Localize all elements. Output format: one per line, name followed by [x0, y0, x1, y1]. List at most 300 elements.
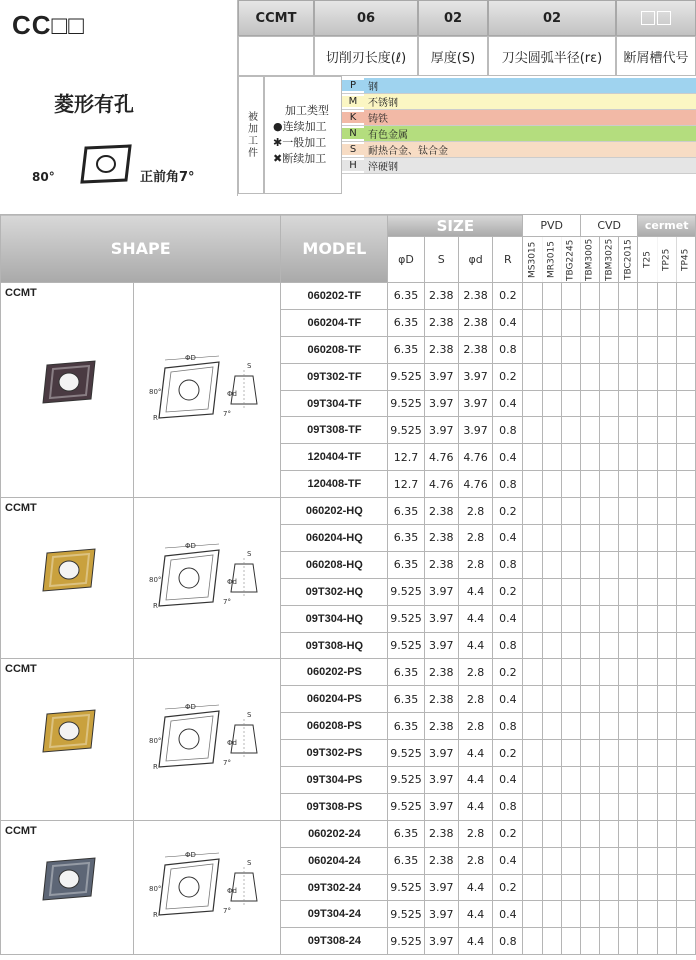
insert-drawing-icon [147, 542, 267, 612]
size-cell-s: 4.76 [424, 444, 458, 471]
size-cell-d: 3.97 [458, 363, 492, 390]
workpiece-letter: M [342, 96, 364, 107]
model-cell: 120404-TF [281, 444, 388, 471]
grade-cell [542, 713, 561, 740]
model-cell: 060208-PS [281, 713, 388, 740]
model-cell: 060202-HQ [281, 498, 388, 525]
grade-cell [638, 336, 657, 363]
grade-cell [657, 309, 676, 336]
grade-cell [523, 578, 542, 605]
workpiece-row [342, 94, 696, 110]
size-cell-d: 2.8 [458, 498, 492, 525]
grade-cell [676, 659, 695, 686]
insert-photo-icon [37, 357, 101, 407]
size-cell-d: 4.4 [458, 632, 492, 659]
grade-cell [600, 578, 619, 605]
size-cell-s: 2.38 [424, 820, 458, 847]
size-cell-s: 3.97 [424, 767, 458, 794]
grade-cell [523, 901, 542, 928]
grade-cell [619, 605, 638, 632]
grade-cell [638, 847, 657, 874]
grade-cell [542, 793, 561, 820]
grade-cell [657, 874, 676, 901]
legend-interrupted: ✖断续加工 [273, 152, 327, 165]
size-cell-s: 3.97 [424, 740, 458, 767]
grade-cell [523, 498, 542, 525]
svg-text:Φd: Φd [227, 887, 238, 896]
grade-cell [523, 928, 542, 955]
size-cell-r: 0.2 [493, 283, 523, 310]
grade-cell [580, 444, 599, 471]
size-cell-d: 2.38 [458, 336, 492, 363]
grade-cell [657, 390, 676, 417]
size-cell-r: 0.2 [493, 740, 523, 767]
grade-col-header: MS3015 [523, 237, 542, 283]
shape-drawing-cell [134, 498, 281, 659]
workpiece-row [342, 158, 696, 174]
grade-cell [676, 847, 695, 874]
grade-cell [676, 605, 695, 632]
size-cell-s: 3.97 [424, 390, 458, 417]
svg-text:Φd: Φd [227, 577, 238, 586]
shape-photo-cell [1, 498, 134, 659]
size-cell-d: 4.4 [458, 928, 492, 955]
group-name: CCMT [5, 824, 37, 837]
grade-cell [580, 283, 599, 310]
grade-cell [619, 874, 638, 901]
grade-cell [523, 309, 542, 336]
model-cell: 060202-24 [281, 820, 388, 847]
workpiece-letter: S [342, 144, 364, 155]
grade-cell [619, 578, 638, 605]
workpiece-row [342, 110, 696, 126]
size-cell-s: 3.97 [424, 605, 458, 632]
grade-cell [600, 740, 619, 767]
grade-cell [523, 525, 542, 552]
size-cell-r: 0.4 [493, 525, 523, 552]
grade-cell [657, 820, 676, 847]
workpiece-label: 被加工件 [238, 76, 264, 194]
size-cell-s: 3.97 [424, 901, 458, 928]
model-cell: 09T304-HQ [281, 605, 388, 632]
grade-cell [657, 417, 676, 444]
insert-outline-icon [78, 144, 134, 188]
size-cell-s: 3.97 [424, 793, 458, 820]
grade-cell [542, 283, 561, 310]
grade-cell [523, 659, 542, 686]
grade-cell [638, 686, 657, 713]
grade-cell [561, 740, 580, 767]
desc-chipbreaker: 断屑槽代号 [616, 36, 696, 76]
desc-empty [238, 36, 314, 76]
size-cell-d: 9.525 [388, 363, 424, 390]
grade-cell [657, 713, 676, 740]
grade-cell [657, 632, 676, 659]
grade-cell [580, 417, 599, 444]
grade-cell [600, 659, 619, 686]
grade-cell [542, 632, 561, 659]
size-cell-d: 3.97 [458, 390, 492, 417]
grade-cell [542, 390, 561, 417]
grade-cell [638, 632, 657, 659]
size-cell-d: 12.7 [388, 471, 424, 498]
grade-cell [561, 793, 580, 820]
size-cell-d: 4.4 [458, 605, 492, 632]
size-cell-s: 3.97 [424, 928, 458, 955]
grade-cell [600, 363, 619, 390]
grade-cell [600, 793, 619, 820]
grade-cell [542, 551, 561, 578]
size-cell-s: 2.38 [424, 847, 458, 874]
grade-cell [676, 793, 695, 820]
size-cell-d: 2.8 [458, 847, 492, 874]
size-cell-d: 6.35 [388, 847, 424, 874]
size-cell-d: 9.525 [388, 767, 424, 794]
size-cell-s: 2.38 [424, 336, 458, 363]
grade-cell [523, 471, 542, 498]
size-cell-d: 2.38 [458, 309, 492, 336]
grade-cell [676, 336, 695, 363]
size-cell-d: 4.76 [458, 444, 492, 471]
grade-cell [676, 686, 695, 713]
svg-text:Φd: Φd [227, 389, 238, 398]
grade-cell [619, 417, 638, 444]
grade-cell [523, 363, 542, 390]
grade-cell [619, 793, 638, 820]
grade-cell [619, 901, 638, 928]
size-cell-d: 9.525 [388, 928, 424, 955]
size-header: SIZE [388, 215, 523, 237]
pvd-header: PVD [523, 215, 580, 237]
grade-cell [619, 659, 638, 686]
size-cell-d: 2.8 [458, 820, 492, 847]
grade-cell [561, 309, 580, 336]
grade-cell [561, 847, 580, 874]
size-cell-r: 0.8 [493, 417, 523, 444]
grade-cell [523, 874, 542, 901]
grade-cell [580, 713, 599, 740]
size-col-header: S [424, 237, 458, 283]
svg-text:7°: 7° [223, 409, 232, 418]
grade-cell [580, 686, 599, 713]
grade-cell [657, 659, 676, 686]
size-cell-d: 6.35 [388, 525, 424, 552]
page-title: CC□□ [12, 10, 85, 40]
shape-header: SHAPE [1, 215, 281, 283]
grade-cell [657, 793, 676, 820]
grade-cell [561, 417, 580, 444]
grade-cell [676, 498, 695, 525]
grade-cell [580, 767, 599, 794]
size-cell-r: 0.8 [493, 928, 523, 955]
grade-cell [657, 847, 676, 874]
size-cell-d: 9.525 [388, 901, 424, 928]
grade-cell [657, 336, 676, 363]
size-cell-r: 0.8 [493, 551, 523, 578]
grade-cell [580, 740, 599, 767]
size-col-header: φd [458, 237, 492, 283]
grade-cell [561, 605, 580, 632]
size-cell-s: 2.38 [424, 713, 458, 740]
size-cell-d: 9.525 [388, 793, 424, 820]
workpiece-letter: K [342, 112, 364, 123]
grade-cell [600, 820, 619, 847]
group-name: CCMT [5, 287, 37, 299]
svg-text:7°: 7° [223, 759, 232, 768]
grade-cell [523, 686, 542, 713]
grade-cell [542, 363, 561, 390]
size-cell-d: 2.8 [458, 551, 492, 578]
grade-cell [523, 283, 542, 310]
grade-cell [523, 444, 542, 471]
grade-cell [638, 874, 657, 901]
grade-cell [523, 417, 542, 444]
svg-text:S: S [247, 549, 252, 558]
grade-cell [542, 336, 561, 363]
grade-cell [638, 605, 657, 632]
model-cell: 09T308-PS [281, 793, 388, 820]
grade-cell [619, 632, 638, 659]
grade-cell [542, 498, 561, 525]
grade-cell [561, 578, 580, 605]
grade-cell [657, 686, 676, 713]
grade-cell [638, 767, 657, 794]
size-cell-r: 0.4 [493, 444, 523, 471]
model-cell: 060208-HQ [281, 551, 388, 578]
grade-cell [619, 767, 638, 794]
grade-cell [638, 740, 657, 767]
svg-text:S: S [247, 361, 252, 370]
grade-col-header: TBC2015 [619, 237, 638, 283]
size-cell-r: 0.2 [493, 363, 523, 390]
grade-cell [600, 928, 619, 955]
shape-drawing-cell [134, 820, 281, 954]
size-cell-d: 9.525 [388, 417, 424, 444]
grade-cell [638, 417, 657, 444]
table-row [1, 498, 696, 525]
page-subtitle: 菱形有孔 [54, 92, 134, 116]
cvd-header: CVD [580, 215, 637, 237]
group-name: CCMT [5, 502, 37, 515]
grade-cell [676, 713, 695, 740]
grade-cell [657, 901, 676, 928]
grade-cell [676, 740, 695, 767]
rake-angle-label: 正前角7° [140, 170, 195, 185]
grade-cell [542, 740, 561, 767]
grade-cell [657, 525, 676, 552]
grade-cell [600, 309, 619, 336]
machining-type-title: 加工类型 [285, 104, 329, 117]
grade-cell [676, 283, 695, 310]
svg-text:R: R [153, 763, 159, 772]
grade-cell [561, 901, 580, 928]
grade-cell [580, 820, 599, 847]
grade-cell [676, 767, 695, 794]
grade-cell [676, 901, 695, 928]
grade-cell [580, 605, 599, 632]
grade-cell [676, 525, 695, 552]
grade-cell [619, 551, 638, 578]
grade-cell [619, 471, 638, 498]
angle-label: 80° [32, 170, 55, 184]
svg-text:80°: 80° [149, 737, 162, 746]
size-col-header: φD [388, 237, 424, 283]
legend-continuous: ●连续加工 [273, 120, 327, 133]
shape-photo-cell [1, 659, 134, 820]
grade-cell [619, 444, 638, 471]
grade-cell [561, 444, 580, 471]
svg-text:S: S [247, 711, 252, 720]
code-cell-length: 06 [314, 0, 418, 36]
grade-cell [542, 686, 561, 713]
svg-text:S: S [247, 859, 252, 868]
grade-cell [638, 498, 657, 525]
model-cell: 060204-TF [281, 309, 388, 336]
size-cell-r: 0.4 [493, 390, 523, 417]
grade-cell [580, 551, 599, 578]
size-cell-d: 4.76 [458, 471, 492, 498]
grade-cell [638, 471, 657, 498]
grade-cell [561, 525, 580, 552]
grade-cell [580, 525, 599, 552]
workpiece-row [342, 78, 696, 94]
grade-cell [580, 498, 599, 525]
insert-spec-table [0, 214, 696, 955]
grade-cell [542, 820, 561, 847]
grade-cell [542, 309, 561, 336]
grade-cell [638, 363, 657, 390]
grade-cell [638, 928, 657, 955]
shape-photo-cell [1, 820, 134, 954]
grade-cell [523, 336, 542, 363]
grade-cell [657, 767, 676, 794]
grade-cell [619, 686, 638, 713]
grade-cell [657, 551, 676, 578]
grade-cell [561, 659, 580, 686]
grade-cell [638, 551, 657, 578]
size-cell-s: 2.38 [424, 525, 458, 552]
size-cell-d: 9.525 [388, 578, 424, 605]
grade-cell [600, 283, 619, 310]
workpiece-name: 铸铁 [364, 110, 696, 125]
grade-cell [580, 390, 599, 417]
grade-cell [542, 525, 561, 552]
svg-text:80°: 80° [149, 885, 162, 894]
size-cell-r: 0.2 [493, 874, 523, 901]
size-cell-r: 0.8 [493, 713, 523, 740]
size-cell-d: 3.97 [458, 417, 492, 444]
grade-cell [619, 740, 638, 767]
size-cell-d: 2.8 [458, 686, 492, 713]
grade-cell [657, 740, 676, 767]
grade-cell [619, 713, 638, 740]
size-cell-r: 0.4 [493, 686, 523, 713]
grade-col-header: TBG2245 [561, 237, 580, 283]
grade-cell [638, 309, 657, 336]
cermet-header: cermet [638, 215, 696, 237]
grade-cell [600, 632, 619, 659]
grade-cell [638, 578, 657, 605]
shape-photo-cell [1, 283, 134, 498]
size-cell-s: 3.97 [424, 417, 458, 444]
workpiece-name: 淬硬钢 [364, 158, 696, 173]
grade-cell [676, 444, 695, 471]
model-cell: 09T308-TF [281, 417, 388, 444]
size-cell-d: 2.8 [458, 713, 492, 740]
model-cell: 09T304-TF [281, 390, 388, 417]
grade-cell [657, 578, 676, 605]
size-cell-d: 9.525 [388, 632, 424, 659]
grade-cell [657, 444, 676, 471]
insert-photo-icon [37, 854, 101, 904]
workpiece-name: 耐热合金、钛合金 [364, 142, 696, 157]
grade-cell [580, 363, 599, 390]
svg-text:ΦD: ΦD [185, 541, 197, 550]
grade-cell [580, 471, 599, 498]
svg-text:80°: 80° [149, 387, 162, 396]
workpiece-rows [342, 78, 696, 174]
grade-cell [600, 498, 619, 525]
svg-text:ΦD: ΦD [185, 703, 197, 712]
model-cell: 060202-PS [281, 659, 388, 686]
grade-cell [561, 551, 580, 578]
size-cell-d: 4.4 [458, 740, 492, 767]
grade-cell [600, 901, 619, 928]
size-cell-d: 6.35 [388, 309, 424, 336]
size-cell-d: 9.525 [388, 740, 424, 767]
size-cell-r: 0.2 [493, 820, 523, 847]
grade-cell [657, 928, 676, 955]
size-cell-d: 9.525 [388, 874, 424, 901]
grade-cell [561, 928, 580, 955]
size-cell-d: 6.35 [388, 283, 424, 310]
size-cell-d: 2.8 [458, 659, 492, 686]
workpiece-name: 钢 [364, 78, 696, 93]
size-cell-d: 4.4 [458, 874, 492, 901]
grade-col-header: T25 [638, 237, 657, 283]
desc-length: 切削刃长度(ℓ) [314, 36, 418, 76]
workpiece-row [342, 126, 696, 142]
svg-text:80°: 80° [149, 575, 162, 584]
grade-cell [542, 471, 561, 498]
grade-cell [561, 363, 580, 390]
svg-text:7°: 7° [223, 907, 232, 916]
grade-cell [619, 820, 638, 847]
group-name: CCMT [5, 663, 37, 676]
size-cell-s: 2.38 [424, 686, 458, 713]
grade-cell [542, 605, 561, 632]
grade-cell [542, 847, 561, 874]
size-cell-r: 0.4 [493, 767, 523, 794]
grade-col-header: TP25 [657, 237, 676, 283]
size-cell-d: 9.525 [388, 390, 424, 417]
model-cell: 120408-TF [281, 471, 388, 498]
model-cell: 060204-HQ [281, 525, 388, 552]
size-cell-s: 3.97 [424, 632, 458, 659]
grade-cell [580, 793, 599, 820]
legend-general: ✱一般加工 [273, 136, 327, 149]
size-cell-r: 0.8 [493, 336, 523, 363]
grade-cell [523, 632, 542, 659]
grade-cell [619, 336, 638, 363]
size-cell-r: 0.2 [493, 498, 523, 525]
size-cell-r: 0.4 [493, 309, 523, 336]
grade-cell [561, 713, 580, 740]
grade-cell [600, 874, 619, 901]
size-cell-d: 6.35 [388, 713, 424, 740]
grade-cell [580, 336, 599, 363]
size-cell-r: 0.8 [493, 632, 523, 659]
